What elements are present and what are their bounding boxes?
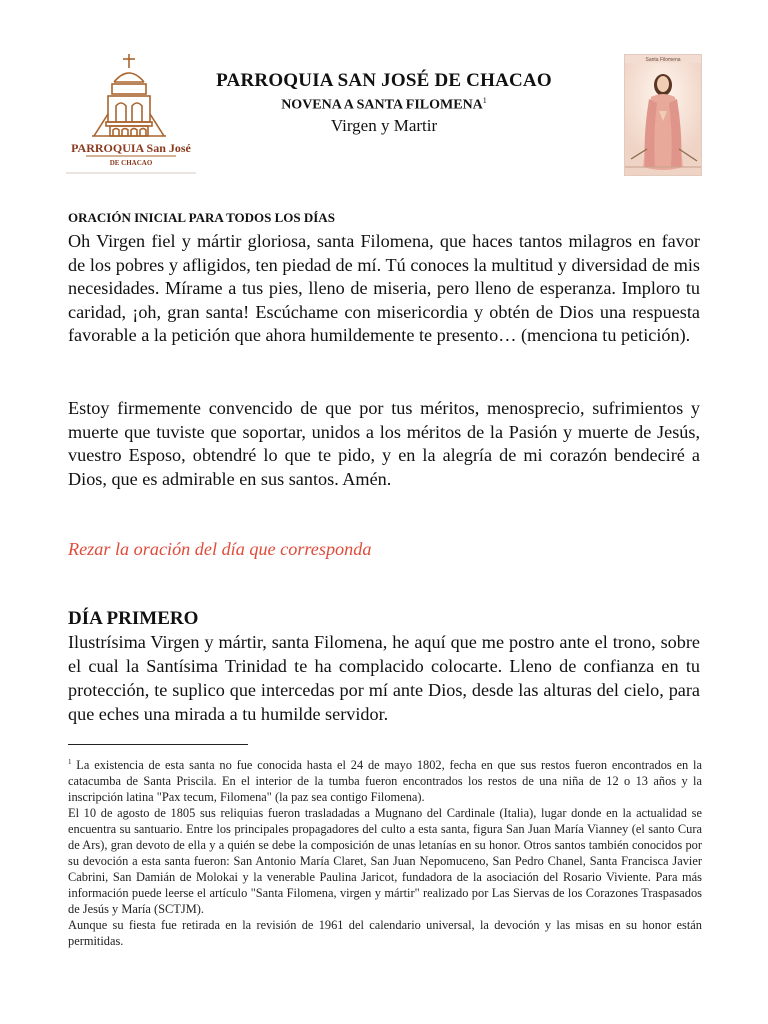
opening-prayer-paragraph-2: Estoy firmemente convencido de que por tus méritos, menosprecio, sufrimientos y muerte que tuviste que soportar, unidos a los méritos de la Pasión y muerte de Jesús, vuestro Esposo, obtendré lo que te pido, y en la alegría de mi corazón bendeciré a Dios, que es admirable en sus santos. Amén.	[68, 398, 700, 489]
saint-image-caption: Santa Filomena	[645, 57, 681, 63]
opening-prayer-title: ORACIÓN INICIAL PARA TODOS LOS DÍAS	[68, 210, 335, 225]
footnote-ref: 1	[482, 96, 487, 105]
saint-figure	[625, 55, 701, 175]
opening-prayer-paragraph-1: Oh Virgen fiel y mártir gloriosa, santa Filomena, que haces tantos milagros en favor de los pobres y afligidos, ten piedad de mí. Tú conoces la multitud y diversidad de mis necesidades. Mírame a tus pies, lleno de miseria, pero lleno de esperanza. Imploro tu caridad, ¡oh, gran santa! Escúchame con misericordia y obtén de Dios una respuesta favorable a la petición que ahora humildemente te presento… (menciona tu petición).	[68, 231, 700, 345]
footnote	[68, 754, 702, 949]
day-one-text: Ilustrísima Virgen y mártir, santa Filomena, he aquí que me postro ante el trono, sobre el cual la Santísima Trinidad te ha complacido colocarte. Lleno de confianza en tu protección, te suplico que intercedas por mí ante Dios, desde las alturas del cielo, para que eches una mirada a tu humilde servidor.	[68, 632, 700, 724]
document-subtitle: Virgen y Martir	[330, 115, 438, 135]
parish-name: PARROQUIA SAN JOSÉ DE CHACAO	[216, 70, 552, 91]
day-one-title: DÍA PRIMERO	[68, 608, 199, 629]
footnote-number: 1	[68, 758, 72, 766]
logo-text-line1: PARROQUIA San José	[71, 141, 191, 155]
footnote-separator	[68, 744, 248, 745]
logo-text-line2: DE CHACAO	[109, 159, 153, 167]
novena-title	[196, 92, 572, 115]
footnote-text-1: La existencia de esta santa no fue conocida hasta el 24 de mayo 1802, fecha en que sus restos fueron encontrados en la catacumba de Santa Priscila. En el interior de la tumba fueron encontrados los restos de una niña de 12 o 13 años y la inscripción latina "Pax tecum, Filomena" (la paz sea contigo Filomena).	[68, 758, 702, 805]
footnote-paragraph-2: El 10 de agosto de 1805 sus reliquias fueron trasladadas a Mugnano del Cardinale (Italia), lugar donde en la actualidad se encuentra su santuario. Entre los principales propagadores del culto a esta santa, figura San Juan María Vianney (el santo Cura de Ars), gran devoto de ella y a quién se debe la composición de unas letanías en su honor. Otros santos también conocidos por su devoción a esta santa fueron: San Antonio María Claret, San Juan Nepomuceno, San Pedro Chanel, Santa Francisca Javier Cabrini, San Damián de Molokai y la venerable Paulina Jaricot, fundadora de la asociación del Rosario Viviente. Para más información puede leerse el artículo "Santa Filomena, virgen y mártir" realizado por Las Siervas de los Corazones Traspasados de Jesús y María (SCTJM).	[68, 806, 702, 917]
parish-logo	[66, 52, 196, 174]
novena-title-text: NOVENA A SANTA FILOMENA	[281, 97, 483, 113]
footnote-paragraph-3: Aunque su fiesta fue retirada en la revisión de 1961 del calendario universal, la devoción y las misas en su honor están permitidas.	[68, 918, 702, 949]
saint-image	[624, 54, 702, 176]
document-header	[196, 70, 572, 137]
daily-prayer-instruction: Rezar la oración del día que corresponda	[68, 539, 372, 559]
footnote-paragraph-1	[68, 754, 702, 805]
